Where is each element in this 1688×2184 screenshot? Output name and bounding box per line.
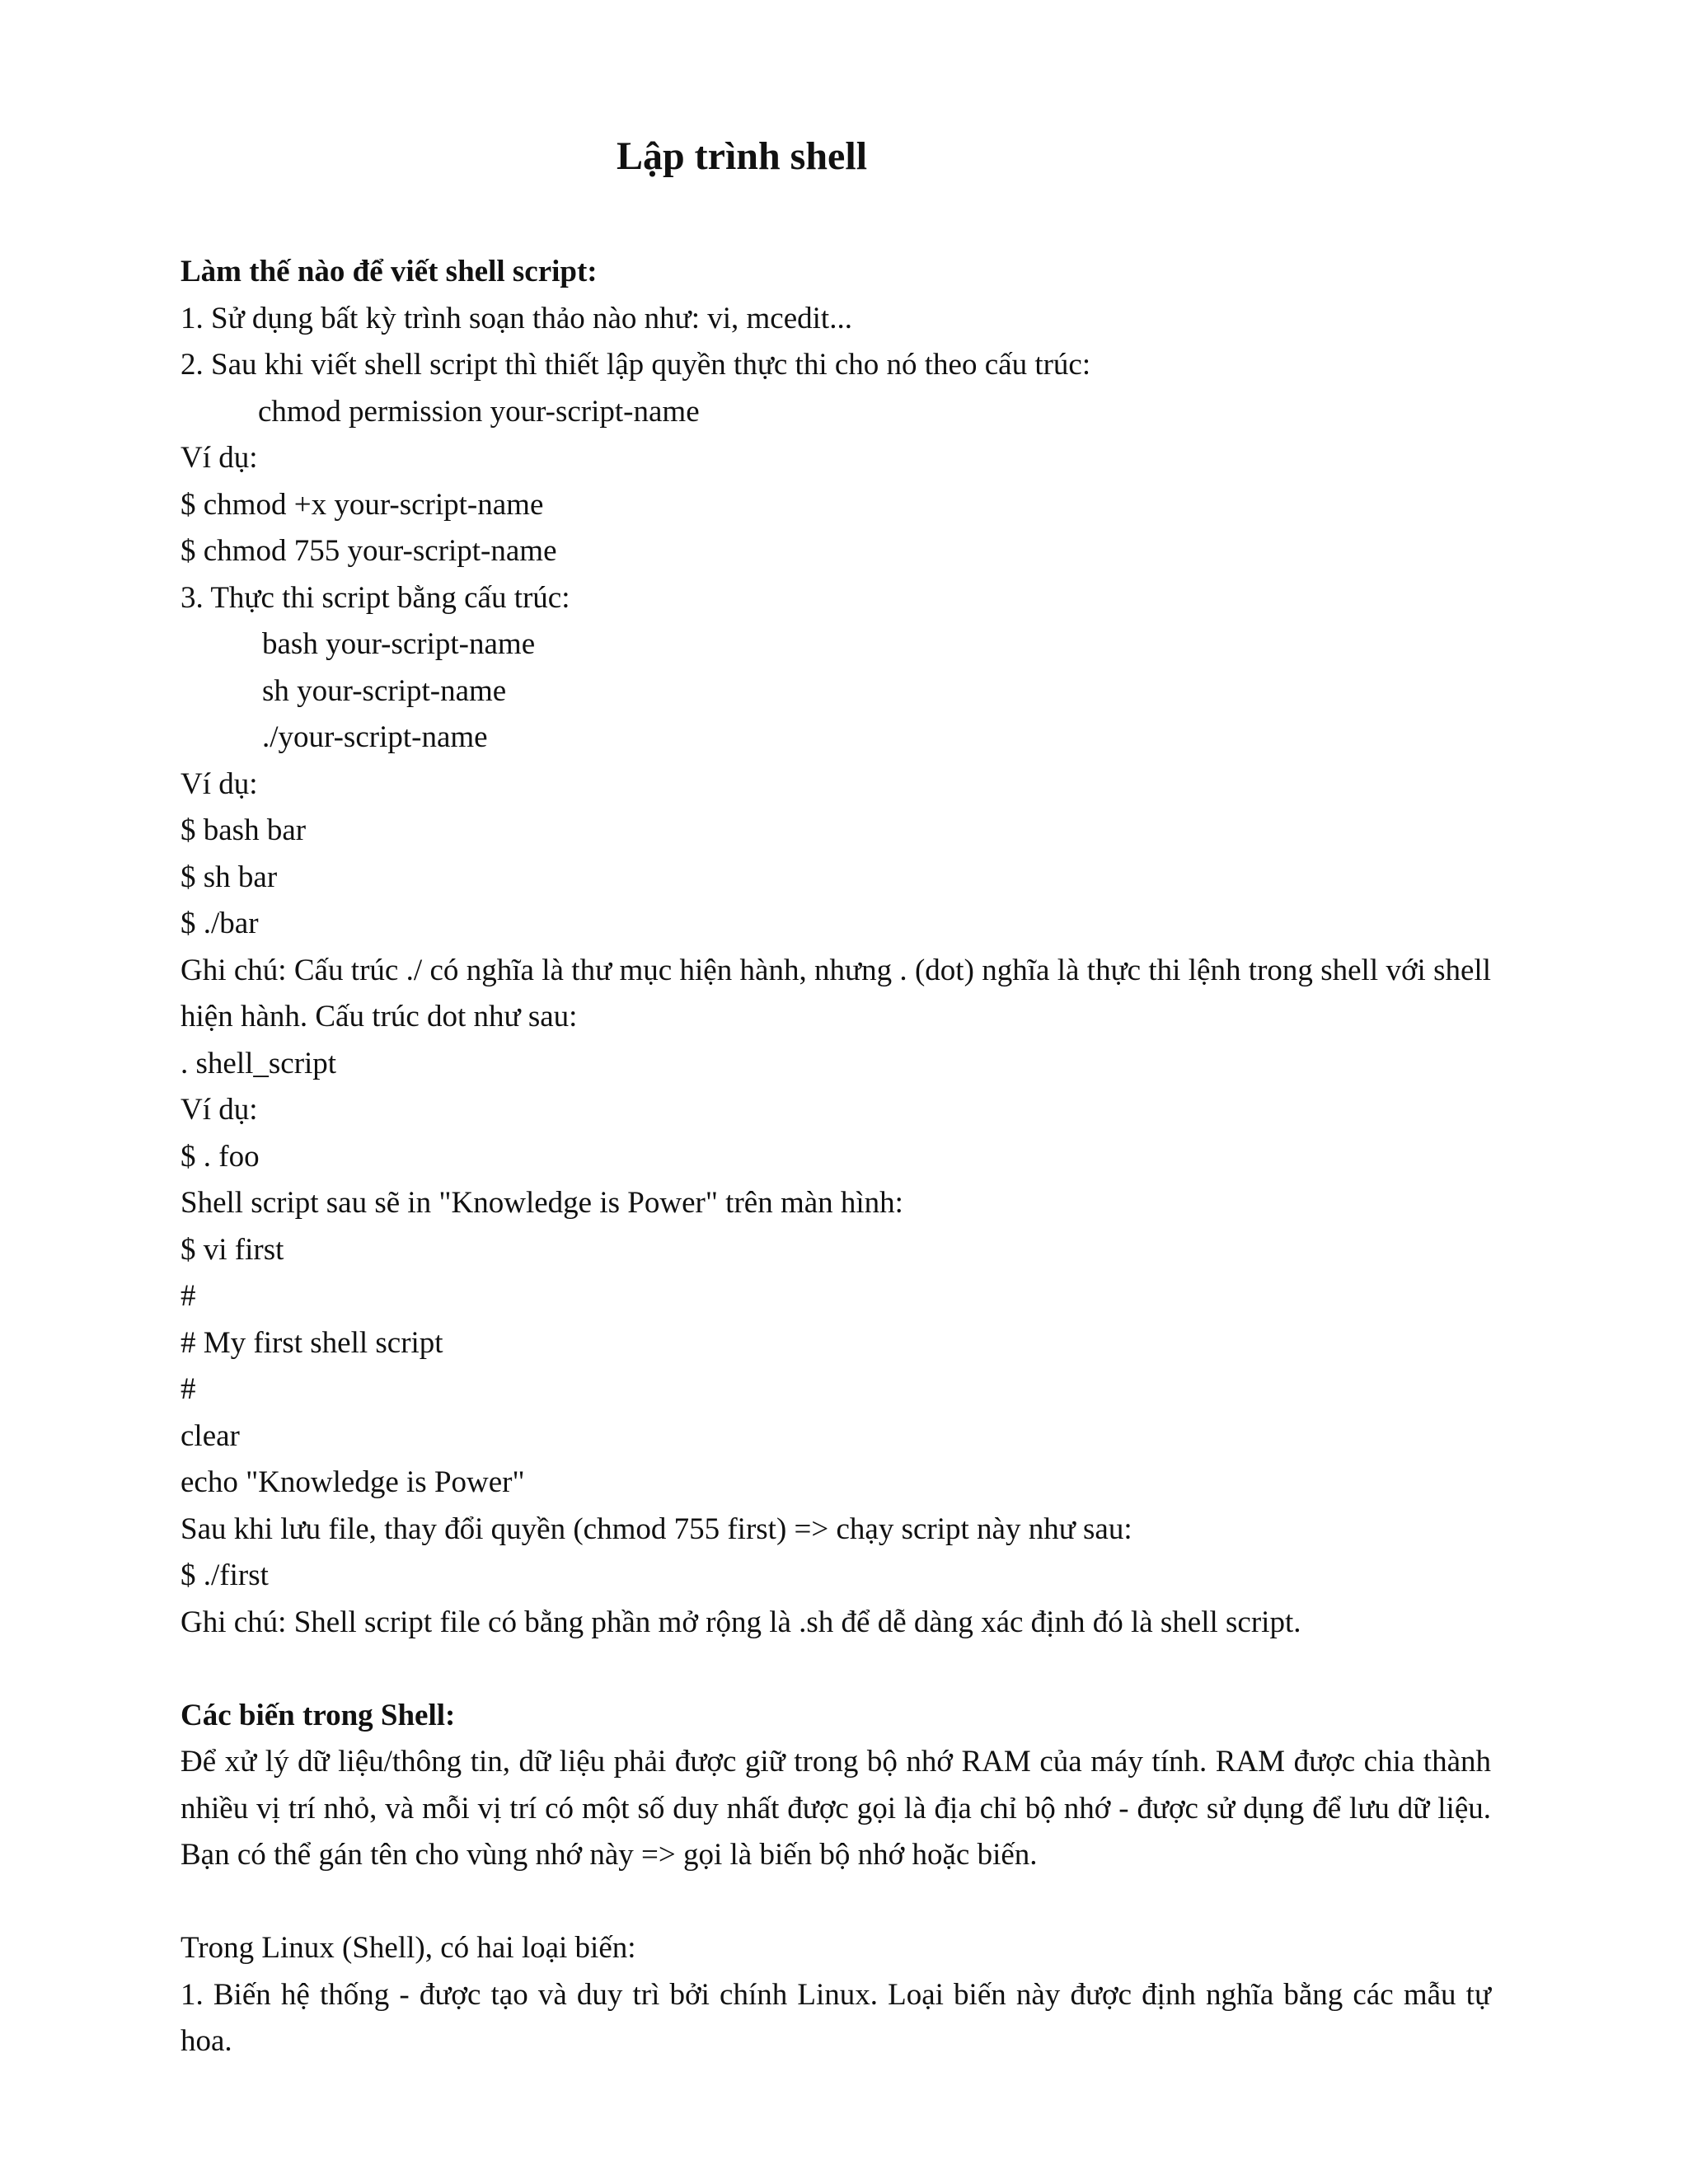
step-1: 1. Sử dụng bất kỳ trình soạn thảo nào như: vi, mcedit... bbox=[181, 301, 852, 335]
script-line: # bbox=[181, 1279, 196, 1313]
note-dot-syntax: Ghi chú: Cấu trúc ./ có nghĩa là thư mục hiện hành, nhưng . (dot) nghĩa là thực thi lệnh trong shell với shell hiện hành. Cấu trúc dot như sau: bbox=[181, 953, 1491, 1033]
code-line-dot-syntax: . shell_script bbox=[181, 1046, 337, 1080]
paragraph-ram: Để xử lý dữ liệu/thông tin, dữ liệu phải được giữ trong bộ nhớ RAM của máy tính. RAM được chia thành nhiều vị trí nhỏ, và mỗi vị trí có một số duy nhất được gọi là địa chỉ bộ nhớ - được sử dụng để lưu dữ liệu. Bạn có thể gán tên cho vùng nhớ này => gọi là biến bộ nhớ hoặc biến. bbox=[181, 1745, 1491, 1872]
code-line: $ ./bar bbox=[181, 907, 259, 940]
code-line: $ chmod 755 your-script-name bbox=[181, 534, 557, 568]
script-line: # My first shell script bbox=[181, 1325, 443, 1360]
code-line: $ bash bar bbox=[181, 813, 307, 847]
note-sh-extension: Ghi chú: Shell script file có bằng phần mở rộng là .sh để dễ dàng xác định đó là shell script. bbox=[181, 1605, 1301, 1639]
code-line: sh your-script-name bbox=[262, 673, 507, 708]
script-line: echo "Knowledge is Power" bbox=[181, 1465, 525, 1499]
after-save-instruction: Sau khi lưu file, thay đổi quyền (chmod 755 first) => chạy script này như sau: bbox=[181, 1511, 1132, 1546]
script-intro: Shell script sau sẽ in "Knowledge is Power" trên màn hình: bbox=[181, 1186, 903, 1220]
blank-line bbox=[181, 1646, 1491, 1693]
script-line: clear bbox=[181, 1418, 240, 1453]
step-2: 2. Sau khi viết shell script thì thiết lập quyền thực thi cho nó theo cấu trúc: bbox=[181, 348, 1091, 382]
document-body bbox=[181, 249, 1491, 2065]
script-line: # bbox=[181, 1372, 196, 1406]
list-item-system-variables: 1. Biến hệ thống - được tạo và duy trì bởi chính Linux. Loại biến này được định nghĩa bằng các mẫu tự hoa. bbox=[181, 1977, 1491, 2058]
code-line: $ chmod +x your-script-name bbox=[181, 487, 544, 522]
example-label: Ví dụ: bbox=[181, 441, 258, 475]
paragraph-variable-types: Trong Linux (Shell), có hai loại biến: bbox=[181, 1931, 636, 1965]
section-heading-shell-variables: Các biến trong Shell: bbox=[181, 1698, 456, 1732]
example-label: Ví dụ: bbox=[181, 766, 258, 801]
section-heading-how-to-write: Làm thế nào để viết shell script: bbox=[181, 255, 598, 288]
code-line: bash your-script-name bbox=[262, 627, 536, 661]
code-line-chmod-syntax: chmod permission your-script-name bbox=[258, 394, 700, 429]
code-line: $ . foo bbox=[181, 1139, 260, 1174]
page-title: Lập trình shell bbox=[616, 134, 868, 178]
step-3: 3. Thực thi script bằng cấu trúc: bbox=[181, 580, 570, 615]
code-line: ./your-script-name bbox=[262, 720, 488, 754]
script-line: $ vi first bbox=[181, 1232, 284, 1267]
blank-line bbox=[181, 1879, 1491, 1926]
example-label: Ví dụ: bbox=[181, 1093, 258, 1127]
code-line-run: $ ./first bbox=[181, 1558, 269, 1592]
code-line: $ sh bar bbox=[181, 860, 278, 894]
